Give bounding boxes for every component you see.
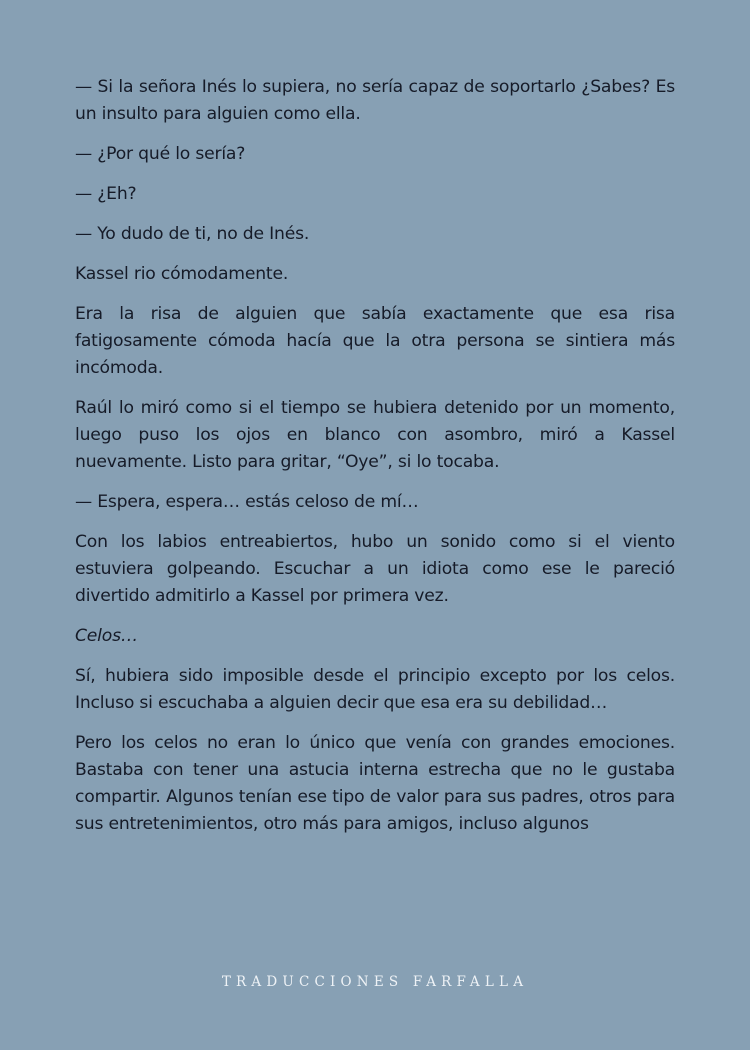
italic-thought-paragraph: Celos…: [75, 626, 138, 646]
dialogue-paragraph: — Espera, espera… estás celoso de mí…: [75, 492, 419, 512]
narrative-paragraph: Kassel rio cómodamente.: [75, 264, 289, 284]
narrative-paragraph: Sí, hubiera sido imposible desde el principio excepto por los celos. Incluso si escuchaba a alguien decir que esa era su debilidad…: [75, 666, 675, 713]
footer-credit: TRADUCCIONES FARFALLA: [221, 974, 529, 990]
dialogue-paragraph: — Yo dudo de ti, no de Inés.: [75, 224, 310, 244]
dialogue-paragraph: — ¿Por qué lo sería?: [75, 144, 246, 164]
narrative-paragraph: Era la risa de alguien que sabía exactamente que esa risa fatigosamente cómoda hacía que la otra persona se sintiera más incómoda.: [75, 304, 675, 378]
dialogue-paragraph: — Si la señora Inés lo supiera, no sería capaz de soportarlo ¿Sabes? Es un insulto para alguien como ella.: [75, 77, 675, 124]
narrative-paragraph: Raúl lo miró como si el tiempo se hubiera detenido por un momento, luego puso los ojos en blanco con asombro, miró a Kassel nuevamente. Listo para gritar, “Oye”, si lo tocaba.: [75, 398, 675, 472]
narrative-paragraph: Con los labios entreabiertos, hubo un sonido como si el viento estuviera golpeando. Escuchar a un idiota como ese le pareció divertido admitirlo a Kassel por primera vez.: [75, 532, 675, 606]
dialogue-paragraph: — ¿Eh?: [75, 184, 137, 204]
document-body: [75, 74, 675, 851]
narrative-paragraph: Pero los celos no eran lo único que venía con grandes emociones. Bastaba con tener una astucia interna estrecha que no le gustaba compartir. Algunos tenían ese tipo de valor para sus padres, otros para sus entretenimientos, otro más para amigos, incluso algunos: [75, 733, 675, 834]
